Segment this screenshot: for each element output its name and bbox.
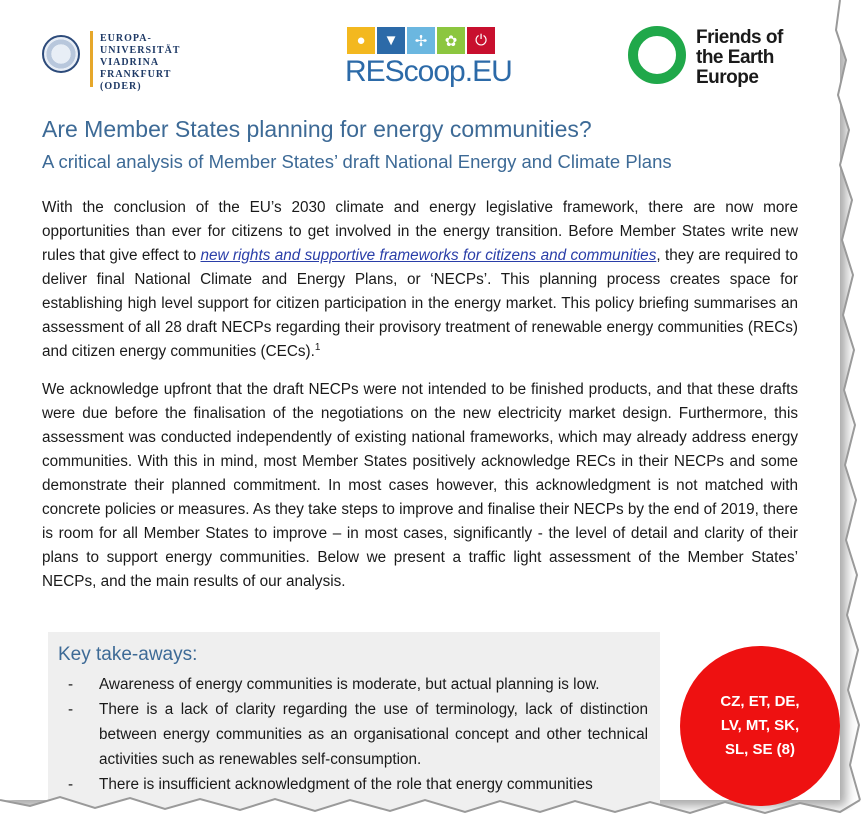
torn-bottom-edge bbox=[0, 797, 868, 821]
acknowledgment-paragraph: We acknowledge upfront that the draft NECPs were not intended to be finished products, and that these drafts were due before the finalisation of the negotiations on the new electricity market design. Furthermore, this assessment was conducted independently of existing national frameworks, which may already address energy communities. With this in mind, most Member States positively acknowledge RECs in their NECPs and some demonstrate their planned commitment. In most cases however, this acknowledgment is not matched with concrete policies or measures. As they take steps to improve and finalise their NECPs by the end of 2019, there is room for all Member States to improve – in most cases, significantly - the level of detail and clarity of their plans to support energy communities. Below we present a traffic light assessment of the Member States’ NECPs, and the main results of our analysis. bbox=[42, 381, 798, 590]
takeaways-title: Key take-aways: bbox=[58, 644, 198, 665]
foe-line: Friends of bbox=[696, 27, 783, 48]
torn-right-edge bbox=[836, 0, 868, 821]
euv-line: (ODER) bbox=[100, 81, 142, 92]
biomass-icon: ✿ bbox=[437, 27, 465, 54]
foe-line: the Earth bbox=[696, 47, 774, 68]
water-drop-icon: ▼ bbox=[377, 27, 405, 54]
document-title: Are Member States planning for energy communities? bbox=[42, 116, 592, 142]
sun-icon: ● bbox=[347, 27, 375, 54]
power-icon: ⏻ bbox=[467, 27, 495, 54]
takeaway-text: There is a lack of clarity regarding the use of terminology, lack of distinction between energy communities as an organisational concept and other technical activities such as renewables self-consumption. bbox=[99, 701, 648, 768]
rights-frameworks-link[interactable]: new rights and supportive frameworks for citizens and communities bbox=[200, 247, 657, 264]
footnote-marker[interactable]: 1 bbox=[314, 341, 321, 353]
foe-line: Europe bbox=[696, 67, 759, 88]
dash-bullet: - bbox=[68, 701, 74, 718]
wind-turbine-icon: ✢ bbox=[407, 27, 435, 54]
intro-text-before: With the conclusion of the EU’s 2030 climate and energy legislative framework, there are now more opportunities than ever for citizens to get involved in the energy transition. Before Member States write new rules that give effect to bbox=[42, 199, 798, 264]
euv-line: EUROPA- bbox=[100, 33, 152, 44]
euv-line: UNIVERSITÄT bbox=[100, 45, 181, 56]
takeaway-text: Awareness of energy communities is moderate, but actual planning is low. bbox=[99, 676, 600, 693]
dash-bullet: - bbox=[68, 676, 74, 693]
document-subtitle: A critical analysis of Member States’ draft National Energy and Climate Plans bbox=[42, 151, 672, 172]
red-countries-label: CZ, ET, DE, LV, MT, SK, SL, SE (8) bbox=[720, 693, 800, 758]
dash-bullet: - bbox=[68, 776, 74, 793]
rescoop-wordmark: REScoop.EU bbox=[345, 55, 512, 88]
intro-text-after: , they are required to deliver final National Climate and Energy Plans, or ‘NECPs’. This planning process creates space for establishing high level support for citizen participation in the energy market. This policy briefing summarises an assessment of all 28 draft NECPs regarding their provisory treatment of renewable energy communities (RECs) and citizen energy communities (CECs). bbox=[42, 247, 798, 360]
euv-line: FRANKFURT bbox=[100, 69, 172, 80]
euv-line: VIADRINA bbox=[100, 57, 160, 68]
takeaway-text: There is insufficient acknowledgment of the role that energy communities bbox=[99, 776, 593, 793]
